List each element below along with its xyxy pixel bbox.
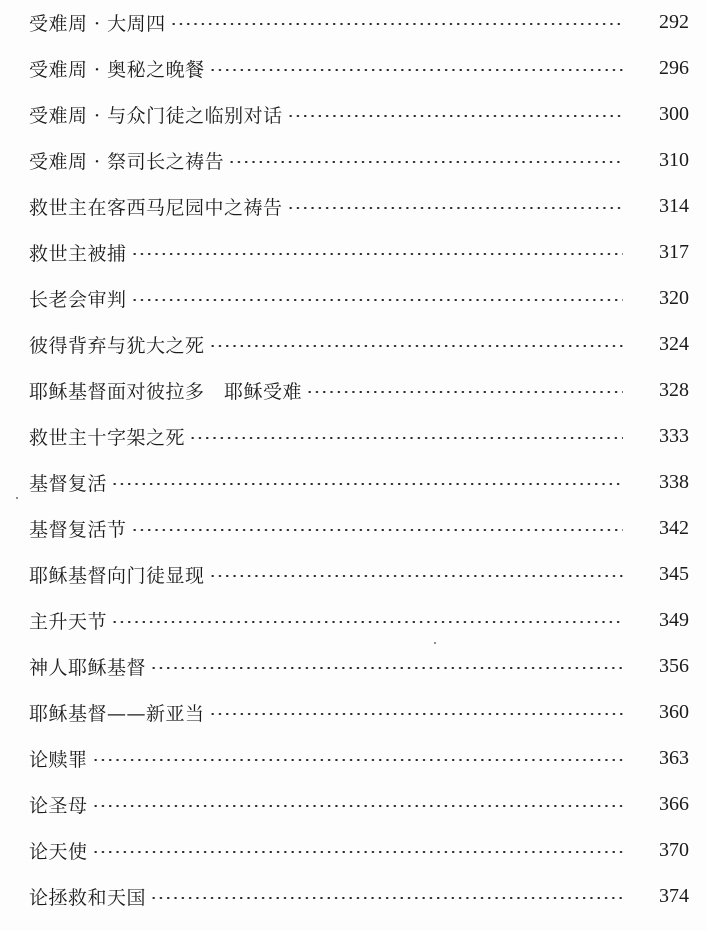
toc-entry-title: 救世主十字架之死 [29,426,186,449]
dot-leader [209,69,623,71]
toc-entry [29,97,689,131]
toc-entry-page-number: 314 [659,194,689,217]
dot-leader [306,391,623,393]
scan-speck [434,642,436,644]
toc-entry [29,557,689,591]
toc-entry [29,419,689,453]
dot-leader [287,207,623,209]
toc-entry [29,51,689,85]
toc-entry [29,741,689,775]
toc-entry-page-number: 363 [659,746,689,769]
dot-leader [92,805,623,807]
toc-entry-title: 受难周 · 祭司长之祷告 [29,150,225,173]
toc-entry-title: 论圣母 [29,794,88,817]
toc-entry [29,373,689,407]
toc-entry [29,327,689,361]
toc-entry [29,511,689,545]
dot-leader [131,529,623,531]
toc-entry [29,5,689,39]
toc-entry-page-number: 333 [659,424,689,447]
dot-leader [209,575,623,577]
toc-entry-title: 受难周 · 奥秘之晚餐 [29,58,205,81]
toc-entry-title: 受难周 · 大周四 [29,12,166,35]
toc-entry-page-number: 310 [659,148,689,171]
toc-entry-page-number: 300 [659,102,689,125]
toc-entry-page-number: 342 [659,516,689,539]
toc-entry-title: 救世主被捕 [29,242,127,265]
dot-leader [287,115,623,117]
dot-leader [111,483,623,485]
toc-entry-page-number: 370 [659,838,689,861]
toc-entry-page-number: 296 [659,56,689,79]
toc-entry-title: 神人耶稣基督 [29,656,147,679]
toc-entry-page-number: 366 [659,792,689,815]
dot-leader [150,667,623,669]
toc-entry-title: 救世主在客西马尼园中之祷告 [29,196,283,219]
toc-entry-title: 耶稣基督向门徒显现 [29,564,205,587]
toc-entry-page-number: 292 [659,10,689,33]
toc-entry-page-number: 349 [659,608,689,631]
dot-leader [170,23,623,25]
toc-entry [29,695,689,729]
toc-entry-title: 主升天节 [29,610,108,633]
toc-entry-page-number: 338 [659,470,689,493]
toc-entry-page-number: 324 [659,332,689,355]
toc-entry-title: 基督复活 [29,472,108,495]
toc-entry [29,603,689,637]
toc-entry [29,833,689,867]
toc-entry-page-number: 317 [659,240,689,263]
dot-leader [111,621,623,623]
toc-entry [29,649,689,683]
dot-leader [189,437,623,439]
toc-entry [29,235,689,269]
toc-entry-title: 论天使 [29,840,88,863]
dot-leader [209,345,623,347]
toc-entry [29,281,689,315]
toc-entry [29,143,689,177]
toc-entry-title: 耶稣基督——新亚当 [29,702,205,725]
dot-leader [228,161,623,163]
toc-entry [29,787,689,821]
dot-leader [131,299,623,301]
toc-entry-title: 论赎罪 [29,748,88,771]
dot-leader [92,759,623,761]
toc-entry-title: 彼得背弃与犹大之死 [29,334,205,357]
dot-leader [92,851,623,853]
toc-entry [29,465,689,499]
dot-leader [209,713,623,715]
toc-entry-title: 论拯救和天国 [29,886,147,909]
toc-entry-page-number: 356 [659,654,689,677]
toc-entry-title: 基督复活节 [29,518,127,541]
toc-entry-page-number: 360 [659,700,689,723]
toc-entry [29,189,689,223]
toc-entry-title: 受难周 · 与众门徒之临别对话 [29,104,283,127]
dot-leader [150,897,623,899]
dot-leader [131,253,623,255]
scan-speck [16,497,18,499]
toc-entry-page-number: 345 [659,562,689,585]
toc-entry-page-number: 328 [659,378,689,401]
toc-entry-page-number: 374 [659,884,689,907]
toc-entry-page-number: 320 [659,286,689,309]
toc-entry [29,879,689,913]
toc-entry-title: 耶稣基督面对彼拉多 耶稣受难 [29,380,303,403]
toc-entry-title: 长老会审判 [29,288,127,311]
